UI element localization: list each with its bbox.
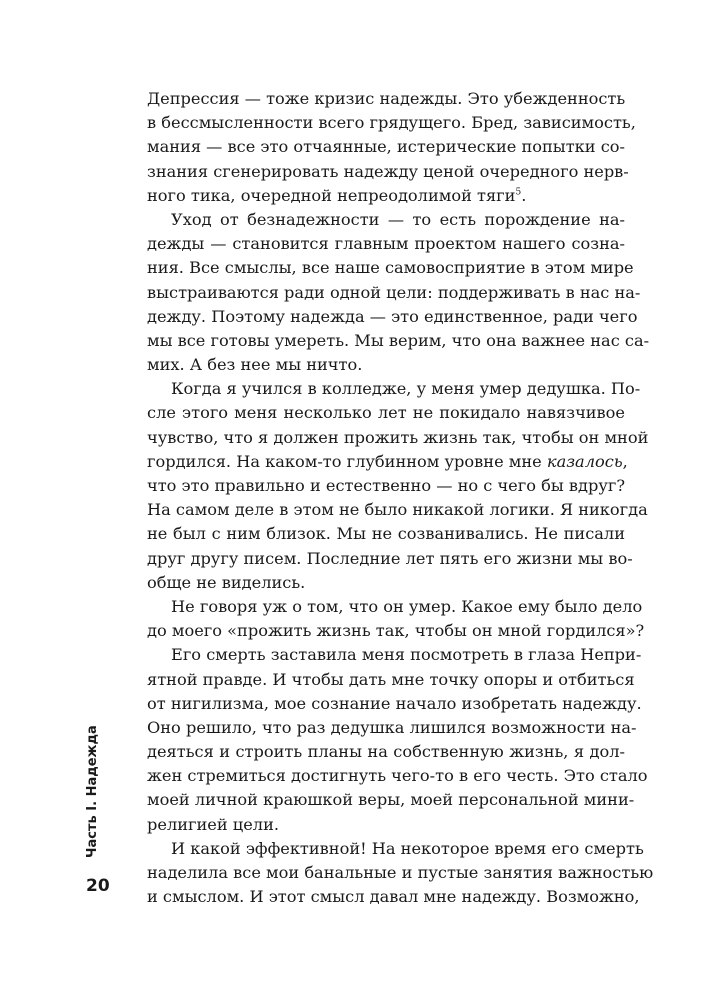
- text-line: Уход от безнадежности — то есть порождение на-: [171, 209, 625, 229]
- text-line: мы все готовы умереть. Мы верим, что она важнее нас са-: [147, 330, 650, 350]
- text-line-content: ного тика, очередной непреодолимой тяги: [147, 185, 516, 205]
- paragraph-2: [147, 208, 650, 377]
- text-line: сле этого меня несколько лет не покидало навязчивое: [147, 403, 625, 423]
- text-line: Депрессия — тоже кризис надежды. Это убежденность: [147, 89, 626, 108]
- running-header-section-title: Часть I. Надежда: [85, 725, 100, 858]
- text-line-with-italic: гордился. На каком-то глубинном уровне мне казалось,: [147, 451, 628, 471]
- text-line: наделила все мои банальные и пустые занятия важностью: [147, 863, 654, 882]
- text-line: знания сгенерировать надежду ценой очередного нерв-: [147, 161, 629, 181]
- text-line: деяться и строить планы на собственную жизнь, я дол-: [147, 742, 625, 762]
- text-line: обще не виделись.: [147, 572, 306, 592]
- text-line: жен стремиться достигнуть чего-то в его честь. Это стало: [147, 766, 648, 786]
- text-line: Не говоря уж о том, что он умер. Какое ему было дело: [171, 596, 643, 616]
- text-line: выстраиваются ради одной цели: поддерживать в нас на-: [147, 282, 641, 302]
- text-line: ятной правде. И чтобы дать мне точку опоры и отбиться: [147, 669, 635, 689]
- text-line: мих. А без нее мы ничто.: [147, 355, 363, 375]
- text-line: мания — все это отчаянные, истерические попытки со-: [147, 137, 625, 157]
- text-line: ния. Все смыслы, все наше самовосприятие в этом мире: [147, 258, 634, 278]
- body-text: [147, 87, 654, 909]
- text-line: дежду. Поэтому надежда — это единственное, ради чего: [147, 306, 638, 326]
- text-line: религией цели.: [147, 814, 280, 834]
- text-line: Оно решило, что раз дедушка лишился возможности на-: [147, 717, 637, 737]
- text-line: Когда я учился в колледже, у меня умер дедушка. По-: [171, 379, 641, 399]
- text-line: Его смерть заставила меня посмотреть в глаза Непри-: [171, 645, 642, 665]
- text-line: ного тика, очередной непреодолимой тяги$^5$.: [147, 185, 527, 205]
- text-line: и смыслом. И этот смысл давал мне надежду. Возможно,: [147, 887, 640, 907]
- text-line: И какой эффективной! На некоторое время его смерть: [171, 838, 644, 858]
- text-line: в бессмысленности всего грядущего. Бред, зависимость,: [147, 113, 636, 133]
- footnote-reference[interactable]: 5: [515, 187, 522, 198]
- page-number: 20: [86, 876, 110, 896]
- text-line: На самом деле в этом не было никакой логики. Я никогда: [147, 500, 648, 520]
- text-line: до моего «прожить жизнь так, чтобы он мной гордился»?: [147, 621, 645, 641]
- paragraph-4: [147, 595, 645, 643]
- text-line: не был с ним близок. Мы не созванивались. Не писали: [147, 524, 625, 544]
- text-line: моей личной краюшкой веры, моей персональной мини-: [147, 790, 635, 810]
- emphasis-text: казалось: [546, 451, 623, 471]
- text-line: что это правильно и естественно — но с чего бы вдруг?: [147, 476, 626, 495]
- text-line: чувство, что я должен прожить жизнь так, чтобы он мной: [147, 427, 649, 447]
- text-line: от нигилизма, мое сознание начало изобретать надежду.: [147, 693, 642, 713]
- paragraph-6: [147, 837, 654, 910]
- paragraph-1: [147, 87, 636, 208]
- paragraph-5: [147, 643, 648, 837]
- text-line: дежды — становится главным проектом нашего созна-: [147, 234, 625, 254]
- text-line: друг другу писем. Последние лет пять его жизни мы во-: [147, 548, 633, 568]
- paragraph-3: [147, 377, 649, 595]
